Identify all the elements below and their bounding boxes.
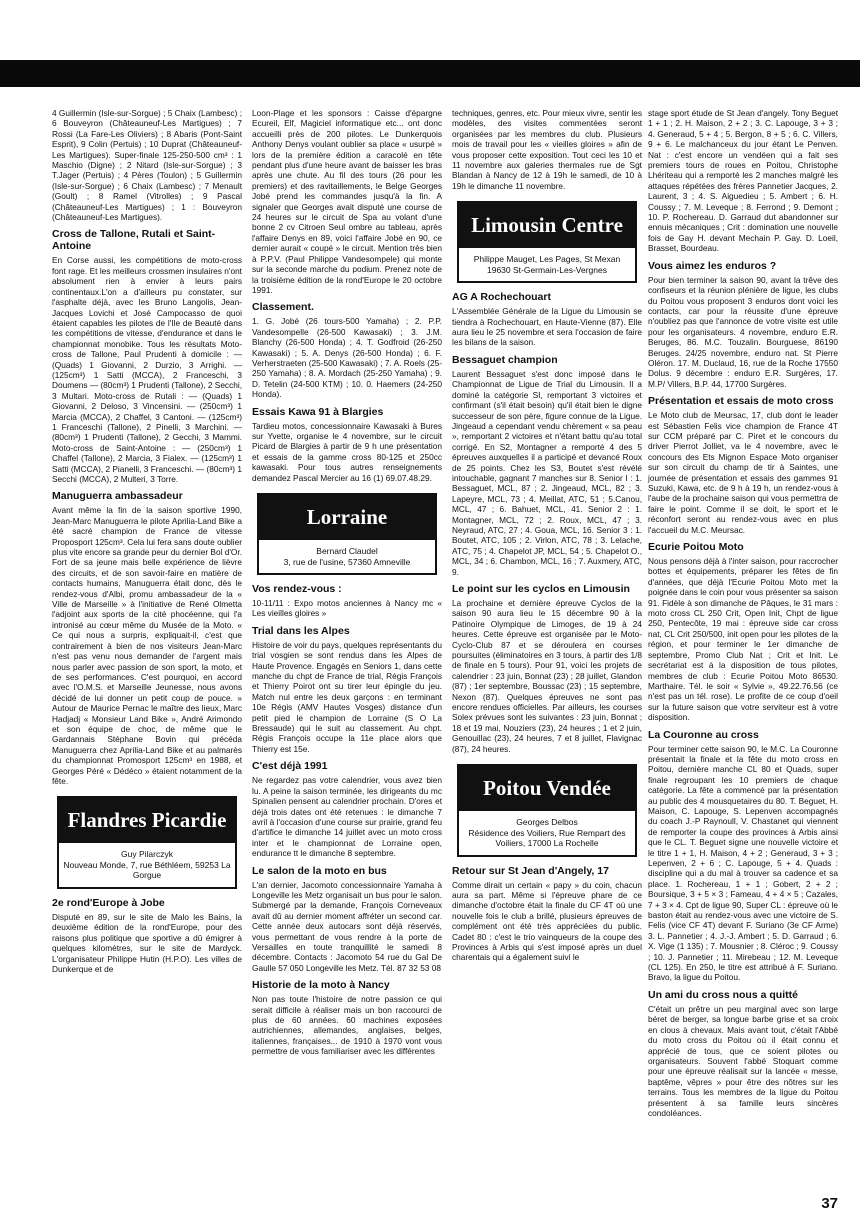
- article-enduros: Pour bien terminer la saison 90, avant la trêve des confiseurs et la réunion plénière de ligue, les clubs du Poitou vous proposent 3 enduros dont voici les contacts, car pour la réussite d'une épreuve n'oubliez pas que l'annonce de votre visite est utile pour les organisateurs. 4 novembre, enduro E.R. Beruges, 86. M.C. Touzalin. Bourguese, 86190 Beruges. 24/25 novembre, enduro nat. St Pierre Oléron. 17. M. Duclaud, 16, rue de la Roche 17550 Dolus. 9 décembre : enduro E.R. Surgères, 17. M.P/ Villers, B.P. 44, 17700 Surgères.: [648, 274, 838, 389]
- article-trial: Histoire de voir du pays, quelques représentants du trial vosgien se sont rendus dans les Alpes de Haute Provence. Engagés en Seniors 1, dans cette manche du chpt de France de trial, Régis François et Thierry Poirot ont su tirer leur épingle du jeu. Match nul entre les deux garçons : en terminant 10e Régis (AMV Hautes Vosges) distance d'un petit pied le champion de Lorraine (S O La Bressaude) qui le suit au classement. Au chpt. Régis François occupe la 11e place alors que Thierry est 15e.: [252, 639, 442, 754]
- article-histoire-cont: techniques, genres, etc. Pour mieux vivre, sentir les modèles, des visites commentées seront organisées par les membres du club. Plusieurs mois de travail pour les « vieilles gloires » afin de vous proposer cette exposition. Tout ceci les 10 et 11 novembre aux galeries thermales rue de Sgt Blandan à Nancy de 12 à 19h le samedi, de 10 à 19h le dimanche 11 novembre.: [452, 108, 642, 191]
- heading-trial: Trial dans les Alpes: [252, 624, 350, 637]
- region-title: Poitou Vendée: [457, 764, 637, 811]
- article-presentation: Le Moto club de Meursac, 17, club dont le leader est Sébastien Felis vice champion de France 4T sur CCM préparé par C. Piret et le concours du driver Pierrot Jolliet, va le 4 novembre, avec le concours des Ets Mignon Espace Moto organiser sur son circuit du champ de tir à Saintes, une journée de présentation et essais des gammes 91 Suzuki, Kawa, etc. de 9 h à 19 h, un rendez-vous à l'aube de la prochaine saison qui vous permettra de faire le point. Comme il se doit, le sport et le réconfort seront au rendez-vous avec en plus l'accueil du M.C. Meursac.: [648, 410, 838, 535]
- contact-address: Résidence des Voiliers, Rue Rempart des Voiliers, 17000 La Rochelle: [468, 827, 626, 849]
- article-salon: L'an dernier, Jacomoto concessionnaire Yamaha à Longeville les Metz organisait un bus pour le salon. Submergé par la demande, François Corneveaux avait dû au dernier moment affréter un second car. Cette année deux autocars sont déjà réservés, vous permettant de vous rendre à la porte de Versailles en toute tranquillité le samedi 8 décembre. Contacts : Jacomoto 54 rue du Gal De Gaulle 57 050 Longeville les Metz. Tél. 87 32 53 08: [252, 879, 442, 973]
- heading-histoire: Historie de la moto à Nancy: [252, 979, 390, 992]
- heading-bessaguet: Bessaguet champion: [452, 353, 558, 366]
- region-contact: [57, 843, 237, 889]
- heading-retour: Retour sur St Jean d'Angely, 17: [452, 864, 609, 877]
- article-histoire: Non pas toute l'histoire de notre passion ce qui serait difficile à réaliser mais un bon raccourci de plus de 60 années. 60 machines exposées autrichiennes, allemandes, anglaises, belges, italiennes, françaises... de 1910 à 1970 vont vous permettre de vous familiariser avec les différentes: [252, 994, 442, 1057]
- article-classement: 1. G. Jobé (26 tours-500 Yamaha) ; 2. P.P. Vandesompelle (26-500 Kawasaki) ; 3. J.M. Blanchy (26-500 Honda) ; 4. T. Godfroid (26-250 Kawasaki) ; 5. A. Denys (26-500 Honda) ; 6. F. Verherstraeten (25-500 Kawasaki) ; 7. A. Roels (25-250 Yamaha) ; 8. A. Mordach (25-250 Yamaha) ; 9. D. Tetelin (24-500 KTM) ; 10. 0. Haemers (24-250 Honda).: [252, 316, 443, 400]
- article-deja-1991: Ne regardez pas votre calendrier, vous avez bien lu. A peine la saison terminée, les dirigeants du mc Spinalien pensent au calendrier prochain. D'ores et déjà trois dates ont été retenues : le dimanche 7 avril à l'occasion d'une course sur prairie, grand feu d'artifice le dimanche 14 juillet avec un moto cross inter et le championnat de Lorraine open, endurance tt le dimanche 8 septembre.: [252, 775, 442, 859]
- heading-cyclos: Le point sur les cyclos en Limousin: [452, 583, 630, 595]
- region-contact: [457, 248, 637, 283]
- header-black-band: [0, 60, 860, 87]
- heading-rond-europe: 2e rond'Europe à Jobe: [52, 896, 165, 909]
- contact-address: 3, rue de l'usine, 57360 Amneville: [283, 556, 411, 567]
- article-essais: Tardieu motos, concessionnaire Kawasaki à Bures sur Yvette, organise le 4 novembre, sur le circuit Picard de Blargies à partir de 9 h une présentation et essais de la gamme cross 80-125 et 250cc kawasaki. Pour tous autres renseignements demandez Pascal Mercier au 16 (1) 69.07.48.29.: [252, 420, 442, 483]
- column-3: [452, 108, 642, 965]
- article-manuguerra: Avant même la fin de la saison sportive 1990, Jean-Marc Manuguerra le pilote Aprilia-Land Bike a été sacré champion de France de vitesse Proposport 125cm³. Cela lui fera sans doute oublier plus vite encore sa grande peur du dernier Bol d'Or. Fort de sa jeune mais belle expérience de lièvre des circuits, et de son savoir-faire en matière de contacts humains, Manuguerra était donc, dès le rendez-vous d'Albi, promu ambassadeur de la « Ville de Marseille » à l'initiative de René Olmetta l'adjoint aux sports de la cité phocéenne, qui l'a intronisé au cœur même du Musée de la Moto. « Ce qui nous a surpris, expliquait-il, c'est que contrairement à bien de nos visiteurs Jean-Marc n'est pas venu nous demander de l'argent mais nous parler avec passion de son sport, la moto, et de ses performances. C'est pourquoi, en accord avec l'O.M.S. et Marseille Jeunesse, nous avons décidé de lui donner un petit coup de pouce. » Autour de Maurice Pernac le maître des lieux, Marc Hadjadj « Monsieur Land Bike », André Arimondo et son équipe de choc, de même que le Gardannais Stéphane Bovin qui précéda Manuguerra chez Aprilia-Land Bike et au palmarès du championnat Promosport 125cm³ en 1988, et Georges Péré « Dédéco » étaient notamment de la fête.: [52, 505, 242, 786]
- column-1: [52, 108, 242, 976]
- article-retour-cont: stage sport étude de St Jean d'angely. Tony Beguet 1 + 1 ; 2. H. Maison, 2 + 2 ; 3. C. Lapouge, 3 + 3 ; 4. Generaud, 5 + 4 ; 5. Bergon, 8 + 5 ; 6. C. Villers, 9 + 6. Le malchanceux du jour étant Le Penven. Nat : c'est encore un vendéen qui a fait ses premiers tours de roues en Poitou, Christophe Lhériteau qui a remporté les 2 manches malgré les attaques répétées des frères Pannetier Jacques, 2. Laurent, 3 ; 4. S. Aiguedieu ; 5. Ambert ; 6. H. Coussy ; 7. M. Leveque ; 8. Ferrond ; 9. Demont ; 10. P. Rochereau. D. Garraud dut abandonner sur ennuis mécaniques ; Crit : domination une nouvelle fois de Gay H. devant Mechain P. Gay. D. Loeil, Brasset, Bourdeau.: [648, 108, 838, 254]
- region-contact: [257, 540, 437, 575]
- region-contact: [457, 811, 637, 857]
- article-ecurie: Nous pensons déjà à l'inter saison, pour raccrocher bottes et équipements, préparer les fêtes de fin d'années, que déjà l'Ecurie Poitou Moto met la poignée dans le coin pour vous présenter sa saison 91. Fidèle à son dimanche de Pâques, le 31 mars : moto cross CL 250 Crit, Open Init, Chpt de ligue 250, Pentecôte, 19 mai : épreuve side car cross nat, CL Crit 250/500, init open pour les pilotes de la région, et pour terminer le 1er dimanche de septembre, Promo Club Nat ; Crit et Init. Le secrétariat est à la disposition de tous pilotes, membres de club : Ecurie Poitou Moto 86530. Marthaire. Tél. le soir « Sylvie », 49.22.76.56 (ce n'est pas un tél. rose). Le profite de ce coup d'oeil sur la future saison que votre serviteur est à votre disposition.: [648, 556, 838, 723]
- article-bessaguet: Laurent Bessaguet s'est donc imposé dans le Championnat de Ligue de Trial du Limousin. Il a dominé la catégorie SI, remportant 3 victoires et confirmant (s'il était besoin) qu'il était bien le digne successeur de son père, figure connue de la Ligue. Jingeaud a cependant vendu chèrement « sa peau », remportant 2 victoires et n'étant battu qu'au total corrigé. En S2, Montagner a remporté 4 des 5 épreuves auxquelles il a participé et devancé Roux de 25 points. Chez les S3, Boutet s'est révélé intouchable, gagnant 7 manches sur 8. Senior I : 1. Bessaguet, MCL, 87 ; 2. Jingeaud, MCL, 82 ; 3. Lapeyre, MCL, 73 ; 4. Meillat, ATC, 51 ; 5.Canou, MCL, 47 ; 6. Bahuet, MCL, 41. Senior 2 : 1. Montagner, MCL, 72 ; 2. Roux, MCL, 47 ; 3. Neyraud, ATC, 27 ; 4. Goua, MCL, 16. Senior 3 : 1. Boutet, ATC, 105 ; 2. Virlon, ATC, 78 ; 3. Lelache, ATC, 75 ; 4. Chapelot JP, MCL, 54 ; 5. Chapelot O., MCL, 34 ; 6. Chambon, MCL, 16 ; 7. Auxmery, ATC, 9.: [452, 368, 642, 577]
- region-box-lorraine: [257, 493, 437, 575]
- heading-ag: AG A Rochechouart: [452, 291, 551, 304]
- article-ag: L'Assemblée Générale de la Ligue du Limousin se tiendra à Rochechouart, en Haute-Vienne (87). Elle aura lieu le 25 novembre et sera l'occasion de faire les bilans de la saison.: [452, 306, 642, 348]
- contact-address: Nouveau Monde, 7, rue Béthléem, 59253 La Gorgue: [63, 859, 231, 881]
- heading-tallone: Cross de Tallone, Rutali et Saint-Antoine: [52, 228, 216, 253]
- contact-address: 19630 St-Germain-Les-Vergnes: [486, 264, 607, 275]
- article-rond-europe-cont: Loon-Plage et les sponsors : Caisse d'épargne Ecureil, Elf, Magiciel informatique etc... ont donc accueilli près de 200 pilotes. Le Dunkerquois Anthony Denys voulant oublier sa place « usurpé » lors de la première édition a caracolé en tête pendant plus d'une heure avant de baisser les bras après une chute. Au fil des tours (26 pour les premiers) et des ravitaillements, le Belge Georges Jobé prend les commandes jusqu'à la fin. A signaler que Georges avait disputé une course de 24 heures sur le circuit de Spa au volant d'une bonne 2 cv Citroen Seul ombre au tableau, après l'affaire Denys en 89, voici l'affaire Jobé en 90, ce dernier aurait « coupé » le circuit. Mention très bien à P.P.V. (Paul Philippe Vandesompele) qui monte sur la seconde marche du podium. Prenez note de la troisième édition de la rond'Europe le 20 octobre 1991.: [252, 108, 442, 295]
- region-box-flandres: [57, 796, 237, 889]
- article-retour: Comme dirait un certain « papy » du coin, chacun aura sa part. Même si l'épreuve phare de ce dimanche d'octobre était la finale du CF 4T où une nouvelle fois le club a brillé, plusieurs épreuves de complément ont été très appréciées du public. Cadet 80 : c'est le trio vainqueurs de la coupe des Provinces à Arbis qui s'est imposé après un duel charentais qui a également suivi le: [452, 879, 642, 963]
- region-box-limousin: [457, 201, 637, 283]
- region-title: Limousin Centre: [457, 201, 637, 248]
- article-rond-europe: Disputé en 89, sur le site de Malo les Bains, la deuxième édition de la rond'Europe, pour des raisons plus politique que sportive a dû émigrer à quelques kilomètres, sur le site de Mardyck. L'organisateur Philippe Hutin (H.P.O). Les villes de Dunkerque et de: [52, 911, 242, 974]
- article-cyclos: La prochaine et dernière épreuve Cyclos de la saison 90 aura lieu le 15 décembre 90 à la Patinoire Olympique de Limoges, de 19 à 24 heures. Cette épreuve est organisée par le Moto-Cyclo-Club 87 et se déroulera en courses poursuites (éliminatoires en 3 tours, à partir des 1/8 de finale en 5 tours). Pour 91, voici les projets de calendrier : 23 juin, Bonnat (23) ; 28 juillet, Glandon (87) ; 1er septembre, Boussac (23) ; 15 septembre, Nexon (87). Quelques épreuves ne sont pas encore rendues officielles. Par ailleurs, les courses Solex prévues sont les suivantes : 23 juin, Bonnat ; 18 et 19 mai, Nouziers (23), 24 heures ; 1 et 2 juin, Genouillac (23), 24 heures, 7 et 8 juillet, Flavignac (87), 24 heures.: [452, 598, 642, 754]
- heading-deja-1991: C'est déjà 1991: [252, 760, 328, 773]
- heading-rendez-vous: Vos rendez-vous :: [252, 583, 342, 595]
- heading-manuguerra: Manuguerra ambassadeur: [52, 490, 183, 503]
- heading-salon: Le salon de la moto en bus: [252, 864, 387, 877]
- heading-couronne: La Couronne au cross: [648, 728, 759, 741]
- article-tallone: En Corse aussi, les compétitions de moto-cross font rage. Et les meilleurs crossmen insulaires n'ont absolument rien à envier à leurs pairs continentaux.L'on a d'ailleurs pu constater, sur l'asphalte déjà, avec les Bruno Langolis, Jean-Jacques Lovichi et José Campocasso de quoi étaient capables les pilotes de l'Ile de Beauté dans les compétitions de vitesse, d'endurance et dans le championnat monobike. Tous les résultats Moto-cross de Tallone, Paul Prudenti à domicile : — (Quads) 1 Giovanni, 2 Durzio, 3 Arrighi. — (125cm³) 1 Satti (MCCA), 2 Franceschi, 3 Doumens — (80cm³) 1 Prudenti (Tallone), 2 Secchi, 3 Multari. Moto-cross de Rutali : — (Quads) 1 Giovanni, 2 Deloso, 3 Vincensini. — (250cm³) 1 Marcia (MCCA), 2 Chaffel, 3 Cantoni. — (125cm³) 1 Franceschi (Tallone), 2 Pinelli, 3 Marchini. — (80cm³) 1 Prudenti (Tallone), 2 Gecchi, 3 Mammi. Moto-cross de Saint-Antoine : — (250cm³) 1 Chaffel (Tallone), 2 Marcia, 3 Fialex. — (125cm³) 1 Satti (MCCA), 2 Pianelli, 3 Franceschi. — (80cm³) 1 Secchi (MCCA), 2 Multeri, 3 Torre.: [52, 255, 242, 484]
- region-title: Flandres Picardie: [57, 796, 237, 843]
- column-2: [252, 108, 442, 1059]
- results-intro: 4 Guillermin (Isle-sur-Sorgue) ; 5 Chaix (Lambesc) ; 6 Bouveyron (Châteauneuf-Les Martigues) ; 7 Rossi (La Fare-Les Oliviers) ; 8 Abaris (Pont-Saint Esprit), 9 Colin (Pertuis) ; 10 Duprat (Châteauneuf-Les Martigues). Super-finale 125-250-500 cm³ : 1 Maschio (Digne) ; 2 Nitard (Isle-sur-Sorgue) ; 3 T.Jager (Pertuis) ; 4 Pères (Toulon) ; 5 Guillermin (Isle-sur-Sorgue) ; 6 Chaix (Lambesc) ; 7 Menault (Goult) ; 8 Ramel (Vitrolles) ; 9 Pascal (Châteauneuf-Les Martigues) ; 1 : Bouveyron (Châteauneuf-Les Martigues).: [52, 108, 242, 223]
- column-4: [648, 108, 838, 1120]
- heading-ami: Un ami du cross nous a quitté: [648, 988, 798, 1001]
- contact-name: Philippe Mauget, Les Pages, St Mexan: [473, 254, 621, 265]
- contact-name: Georges Delbos: [516, 817, 578, 828]
- heading-ecurie: Ecurie Poitou Moto: [648, 541, 744, 554]
- region-title: Lorraine: [257, 493, 437, 540]
- heading-classement: Classement.: [252, 301, 314, 314]
- region-box-poitou: [457, 764, 637, 857]
- article-rendez-vous: 10-11/11 : Expo motos anciennes à Nancy mc « Les vieilles gloires »: [252, 598, 442, 619]
- article-couronne: Pour terminer cette saison 90, le M.C. La Couronne présentait la finale et la fête du moto cross en Poitou, dernière manche CL 80 et Quads, super finale regroupant les 10 premiers de chaque catégorie. La fête a commencé par la présentation au public des 4 mousquetaires du 80. T. Beguet, H. Maison, C. Lapouge, S. Lepenven accompagnés du coach J.-P Raynoull, V. Chastanet qui viennent de remporter la coupe des provinces à Arbis ainsi que le CL. T. Beguet signe une nouvelle victoire et le titre 1 + 1, H. Maison, 4 + 2 ; Generaud, 3 + 3 ; Lepenven, 2 + 6 ; C. Lapouge, 5 + 4. Quads : discipline qui a du mal à trouver sa cadence et sa place. 1. Rochereau, 1 + 1 ; Gobert, 2 + 2 ; Boursique, 3 + 5 × 3 ; Fameau, 4 + 4 × 5 ; Cazales, 7 + 3 × 4. Cpt de ligue 90, Super CL : épreuve où le baston était au rendez-vous avec une victoire de S. Felis (vice CF 4T) devant F. Suriano (3e CF Arme) 3. L. Pannetier ; 4. J.-J. Ambert ; 5. D. Garraud ; 6. X. Vige (1 135) ; 7. Mousnier ; 8. Cléroc ; 9. Coussy ; 10. J. Pannetier ; 11. Mirebeau ; 12. M. Leveque (CL 125). En 250, le titre est attribué à F. Suriano. Bravo, la ligue du Poitou.: [648, 743, 838, 983]
- heading-essais: Essais Kawa 91 à Blargies: [252, 405, 384, 418]
- heading-enduros: Vous aimez les enduros ?: [648, 259, 777, 272]
- page-number: 37: [821, 1195, 838, 1212]
- contact-name: Guy Pilarczyk: [121, 849, 173, 860]
- heading-presentation: Présentation et essais de moto cross: [648, 395, 834, 408]
- contact-name: Bernard Claudel: [316, 546, 378, 556]
- article-ami: C'était un prêtre un peu marginal avec son large béret de berger, sa longue barbe grise et sa croix en clous à chevaux. Mais avant tout, c'était l'Abbé du moto cross du Poitou où il était connu et apprécié de tous, que ce soient pilotes ou organisateurs. Souvent l'abbé Stoquart comme pour une épreuve réalisait sur la lancée « messe, baptême, vêpres » pour être des nôtres sur les terrains. Tous les membres de la ligue du Poitou présentent à sa famille leurs sincères condoléances.: [648, 1003, 838, 1118]
